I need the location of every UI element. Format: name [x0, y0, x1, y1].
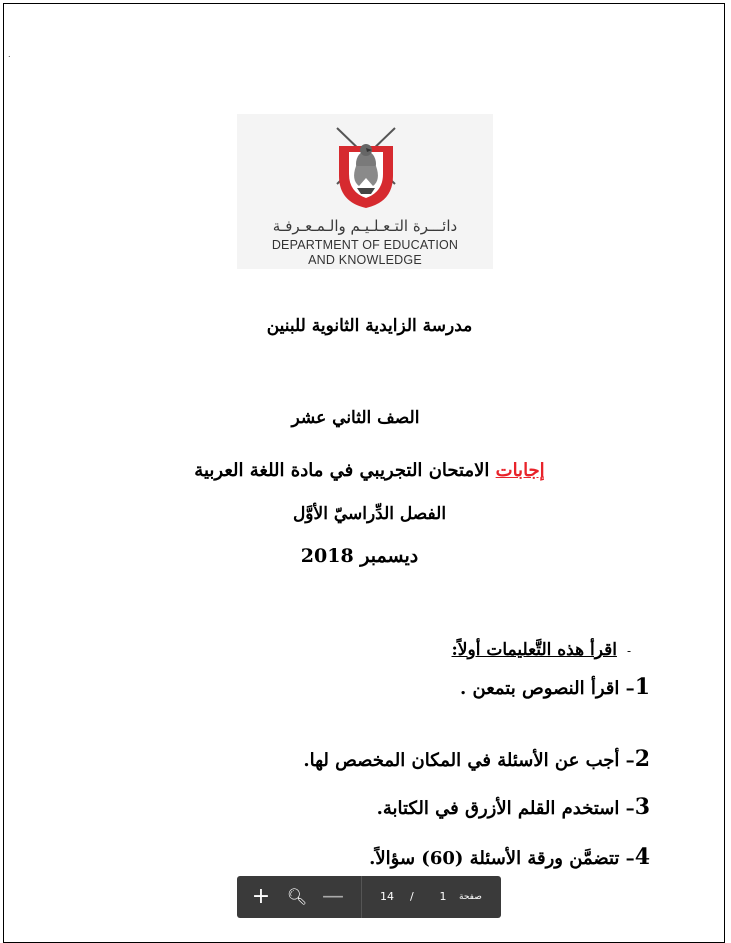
current-page-input[interactable]: 1	[439, 890, 447, 903]
document-page	[3, 3, 725, 943]
grade-label: الصف الثاني عشر	[291, 408, 420, 428]
item-separator: –	[619, 848, 635, 869]
item-number: 2	[634, 746, 650, 772]
answers-word: إجابات	[495, 460, 545, 481]
zoom-in-button[interactable]: +	[251, 884, 271, 909]
item-text: أجب عن الأسئلة في المكان المخصص لها.	[303, 750, 620, 771]
page-label: صفحة	[459, 892, 482, 902]
instruction-item	[460, 674, 650, 700]
page-separator: /	[410, 890, 414, 903]
zoom-out-button[interactable]: —	[322, 884, 344, 909]
logo-english-line-2: AND KNOWLEDGE	[308, 253, 422, 267]
item-text: استخدم القلم الأزرق في الكتابة.	[376, 798, 620, 819]
instruction-item	[303, 746, 650, 772]
exam-title	[4, 460, 731, 481]
item-number: 3	[634, 794, 650, 820]
instructions-heading-text: اقرأ هذه التَّعليمات أولاً:	[451, 640, 617, 660]
viewer-toolbar	[237, 876, 501, 918]
school-name: مدرسة الزايدية الثانوية للبنين	[266, 316, 473, 336]
item-text: اقرأ النصوص بتمعن .	[459, 678, 620, 699]
bullet-dash: -	[626, 644, 631, 658]
instruction-item	[377, 794, 650, 820]
zoom-icon[interactable]: 🔍︎	[286, 887, 308, 906]
page-marker: .	[8, 50, 11, 59]
falcon-emblem-icon	[329, 124, 403, 210]
item-separator: –	[619, 798, 635, 819]
item-separator: –	[619, 750, 635, 771]
item-number: 4	[634, 844, 650, 870]
logo-english-line-1: DEPARTMENT OF EDUCATION	[271, 238, 459, 252]
department-logo	[237, 114, 493, 269]
semester-label: الفصل الدِّراسيّ الأوَّل	[292, 504, 447, 524]
exam-date: ديسمبر 2018	[300, 545, 419, 567]
instructions-heading	[452, 640, 631, 660]
total-pages: 14	[380, 890, 394, 903]
item-text: تتضمَّن ورقة الأسئلة (60) سؤالاً.	[369, 848, 620, 869]
exam-title-rest: الامتحان التجريبي في مادة اللغة العربية	[194, 460, 496, 481]
item-number: 1	[634, 674, 650, 700]
item-separator: –	[619, 678, 635, 699]
toolbar-divider	[361, 876, 362, 918]
instruction-item	[369, 844, 650, 870]
logo-arabic-name: دائـــرة التـعـلـيـم والـمـعـرفـة	[272, 217, 458, 235]
